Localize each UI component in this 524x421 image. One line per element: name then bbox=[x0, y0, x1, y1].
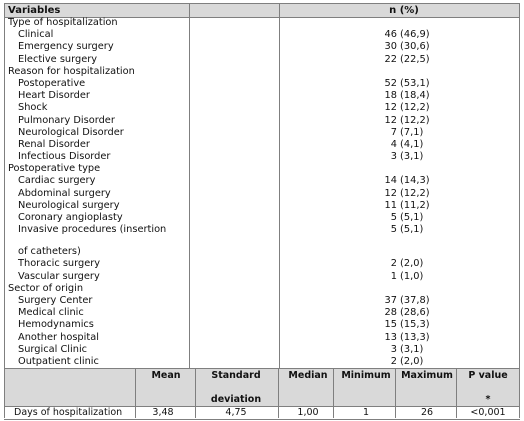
row-label: Sector of origin bbox=[8, 282, 84, 294]
row-label: Postoperative bbox=[18, 77, 86, 89]
row-label: Clinical bbox=[18, 29, 54, 41]
table-row bbox=[4, 295, 520, 307]
table-header-row bbox=[4, 3, 520, 18]
row-label: Heart Disorder bbox=[18, 90, 90, 102]
stats-data-row bbox=[4, 406, 520, 420]
table-body bbox=[4, 17, 520, 368]
table-row bbox=[4, 127, 520, 139]
grid-line-stats-5 bbox=[395, 368, 396, 418]
row-label: Thoracic surgery bbox=[18, 258, 101, 270]
stats-sd-value: 4,75 bbox=[225, 407, 247, 418]
stats-header-mean: Mean bbox=[151, 370, 181, 381]
row-label: Surgical Clinic bbox=[18, 343, 88, 355]
table-row bbox=[4, 188, 520, 200]
grid-line-stats-1 bbox=[135, 368, 136, 418]
table-row bbox=[4, 29, 520, 41]
row-label: Another hospital bbox=[18, 331, 99, 343]
row-value: 37 (37,8) bbox=[384, 294, 430, 306]
table-row bbox=[4, 90, 520, 102]
row-label: Outpatient clinic bbox=[18, 355, 99, 367]
row-label: Infectious Disorder bbox=[18, 151, 111, 163]
stats-header-p-value: P value bbox=[468, 370, 508, 381]
stats-header-p-asterisk: * bbox=[485, 394, 491, 405]
row-label: Neurological Disorder bbox=[18, 126, 124, 138]
table-row bbox=[4, 332, 520, 344]
grid-line-stats-3 bbox=[278, 368, 279, 418]
stats-median-value: 1,00 bbox=[297, 407, 319, 418]
table-group-row bbox=[4, 163, 520, 175]
row-value: 4 (4,1) bbox=[390, 138, 424, 150]
grid-line-col2 bbox=[279, 3, 280, 368]
row-label: Shock bbox=[18, 102, 48, 114]
table-row bbox=[4, 319, 520, 331]
grid-line-stats-6 bbox=[456, 368, 457, 418]
table-row bbox=[4, 41, 520, 53]
stats-header-row bbox=[4, 368, 520, 407]
row-label: Type of hospitalization bbox=[8, 17, 118, 28]
row-label: Pulmonary Disorder bbox=[18, 114, 115, 126]
grid-line-stats-4 bbox=[333, 368, 334, 418]
grid-line-col1 bbox=[189, 3, 190, 368]
stats-mean-value: 3,48 bbox=[152, 407, 174, 418]
table-row bbox=[4, 356, 520, 368]
row-label: Postoperative type bbox=[8, 163, 101, 175]
row-label: Cardiac surgery bbox=[18, 175, 96, 187]
table-group-row bbox=[4, 66, 520, 78]
row-label: Reason for hospitalization bbox=[8, 65, 135, 77]
row-label: Elective surgery bbox=[18, 53, 98, 65]
row-value: 3 (3,1) bbox=[390, 151, 424, 163]
row-value: 13 (13,3) bbox=[384, 331, 430, 343]
row-label: Invasive procedures (insertion bbox=[18, 224, 167, 236]
row-label: Surgery Center bbox=[18, 294, 93, 306]
table-row bbox=[4, 175, 520, 187]
table-group-row bbox=[4, 283, 520, 295]
table-row bbox=[4, 224, 520, 246]
row-label: Abdominal surgery bbox=[18, 187, 111, 199]
grid-line-stats-2 bbox=[195, 368, 196, 418]
table-row bbox=[4, 151, 520, 163]
row-value: 12 (12,2) bbox=[384, 102, 430, 114]
table-row bbox=[4, 115, 520, 127]
table-row bbox=[4, 344, 520, 356]
stats-maximum-value: 26 bbox=[420, 407, 434, 418]
stats-header-sd-line2: deviation bbox=[210, 394, 262, 405]
stats-row-label: Days of hospitalization bbox=[14, 407, 123, 418]
row-label: of catheters) bbox=[18, 246, 81, 258]
stats-header-sd-line1: Standard bbox=[211, 370, 261, 381]
row-value: 5 (5,1) bbox=[390, 212, 424, 223]
table-row bbox=[4, 307, 520, 319]
table-row bbox=[4, 271, 520, 283]
row-value: 52 (53,1) bbox=[384, 77, 430, 89]
row-value: 22 (22,5) bbox=[384, 53, 430, 65]
table-row bbox=[4, 246, 520, 258]
row-value: 30 (30,6) bbox=[384, 41, 430, 53]
grid-line-left bbox=[4, 3, 5, 418]
stats-header-minimum: Minimum bbox=[341, 370, 391, 381]
stats-p-value: <0,001 bbox=[470, 407, 506, 418]
table-row bbox=[4, 102, 520, 114]
row-value: 18 (18,4) bbox=[384, 90, 430, 102]
row-value: 2 (2,0) bbox=[390, 258, 424, 270]
row-value: 2 (2,0) bbox=[390, 355, 424, 367]
row-label: Renal Disorder bbox=[18, 138, 90, 150]
table-group-row bbox=[4, 17, 520, 29]
table-row bbox=[4, 200, 520, 212]
row-label: Vascular surgery bbox=[18, 270, 100, 282]
row-value: 3 (3,1) bbox=[390, 343, 424, 355]
row-value: 5 (5,1) bbox=[390, 224, 424, 236]
grid-line-right bbox=[519, 3, 520, 418]
stats-header-maximum: Maximum bbox=[401, 370, 453, 381]
header-variables: Variables bbox=[8, 5, 61, 16]
row-value: 12 (12,2) bbox=[384, 114, 430, 126]
row-label: Coronary angioplasty bbox=[18, 212, 123, 223]
row-value: 7 (7,1) bbox=[390, 126, 424, 138]
row-value: 1 (1,0) bbox=[390, 270, 424, 282]
table-row bbox=[4, 258, 520, 270]
row-label: Emergency surgery bbox=[18, 41, 114, 53]
table-row bbox=[4, 212, 520, 224]
row-value: 11 (11,2) bbox=[384, 199, 430, 211]
header-n-percent: n (%) bbox=[389, 5, 419, 16]
stats-header-median: Median bbox=[288, 370, 328, 381]
table-row bbox=[4, 78, 520, 90]
row-value: 15 (15,3) bbox=[384, 319, 430, 331]
row-label: Hemodynamics bbox=[18, 319, 94, 331]
stats-minimum-value: 1 bbox=[362, 407, 370, 418]
row-value: 12 (12,2) bbox=[384, 187, 430, 199]
row-value: 28 (28,6) bbox=[384, 307, 430, 319]
row-label: Medical clinic bbox=[18, 307, 84, 319]
table-row bbox=[4, 139, 520, 151]
row-value: 14 (14,3) bbox=[384, 175, 430, 187]
row-label: Neurological surgery bbox=[18, 199, 120, 211]
row-value: 46 (46,9) bbox=[384, 29, 430, 41]
table-row bbox=[4, 54, 520, 66]
